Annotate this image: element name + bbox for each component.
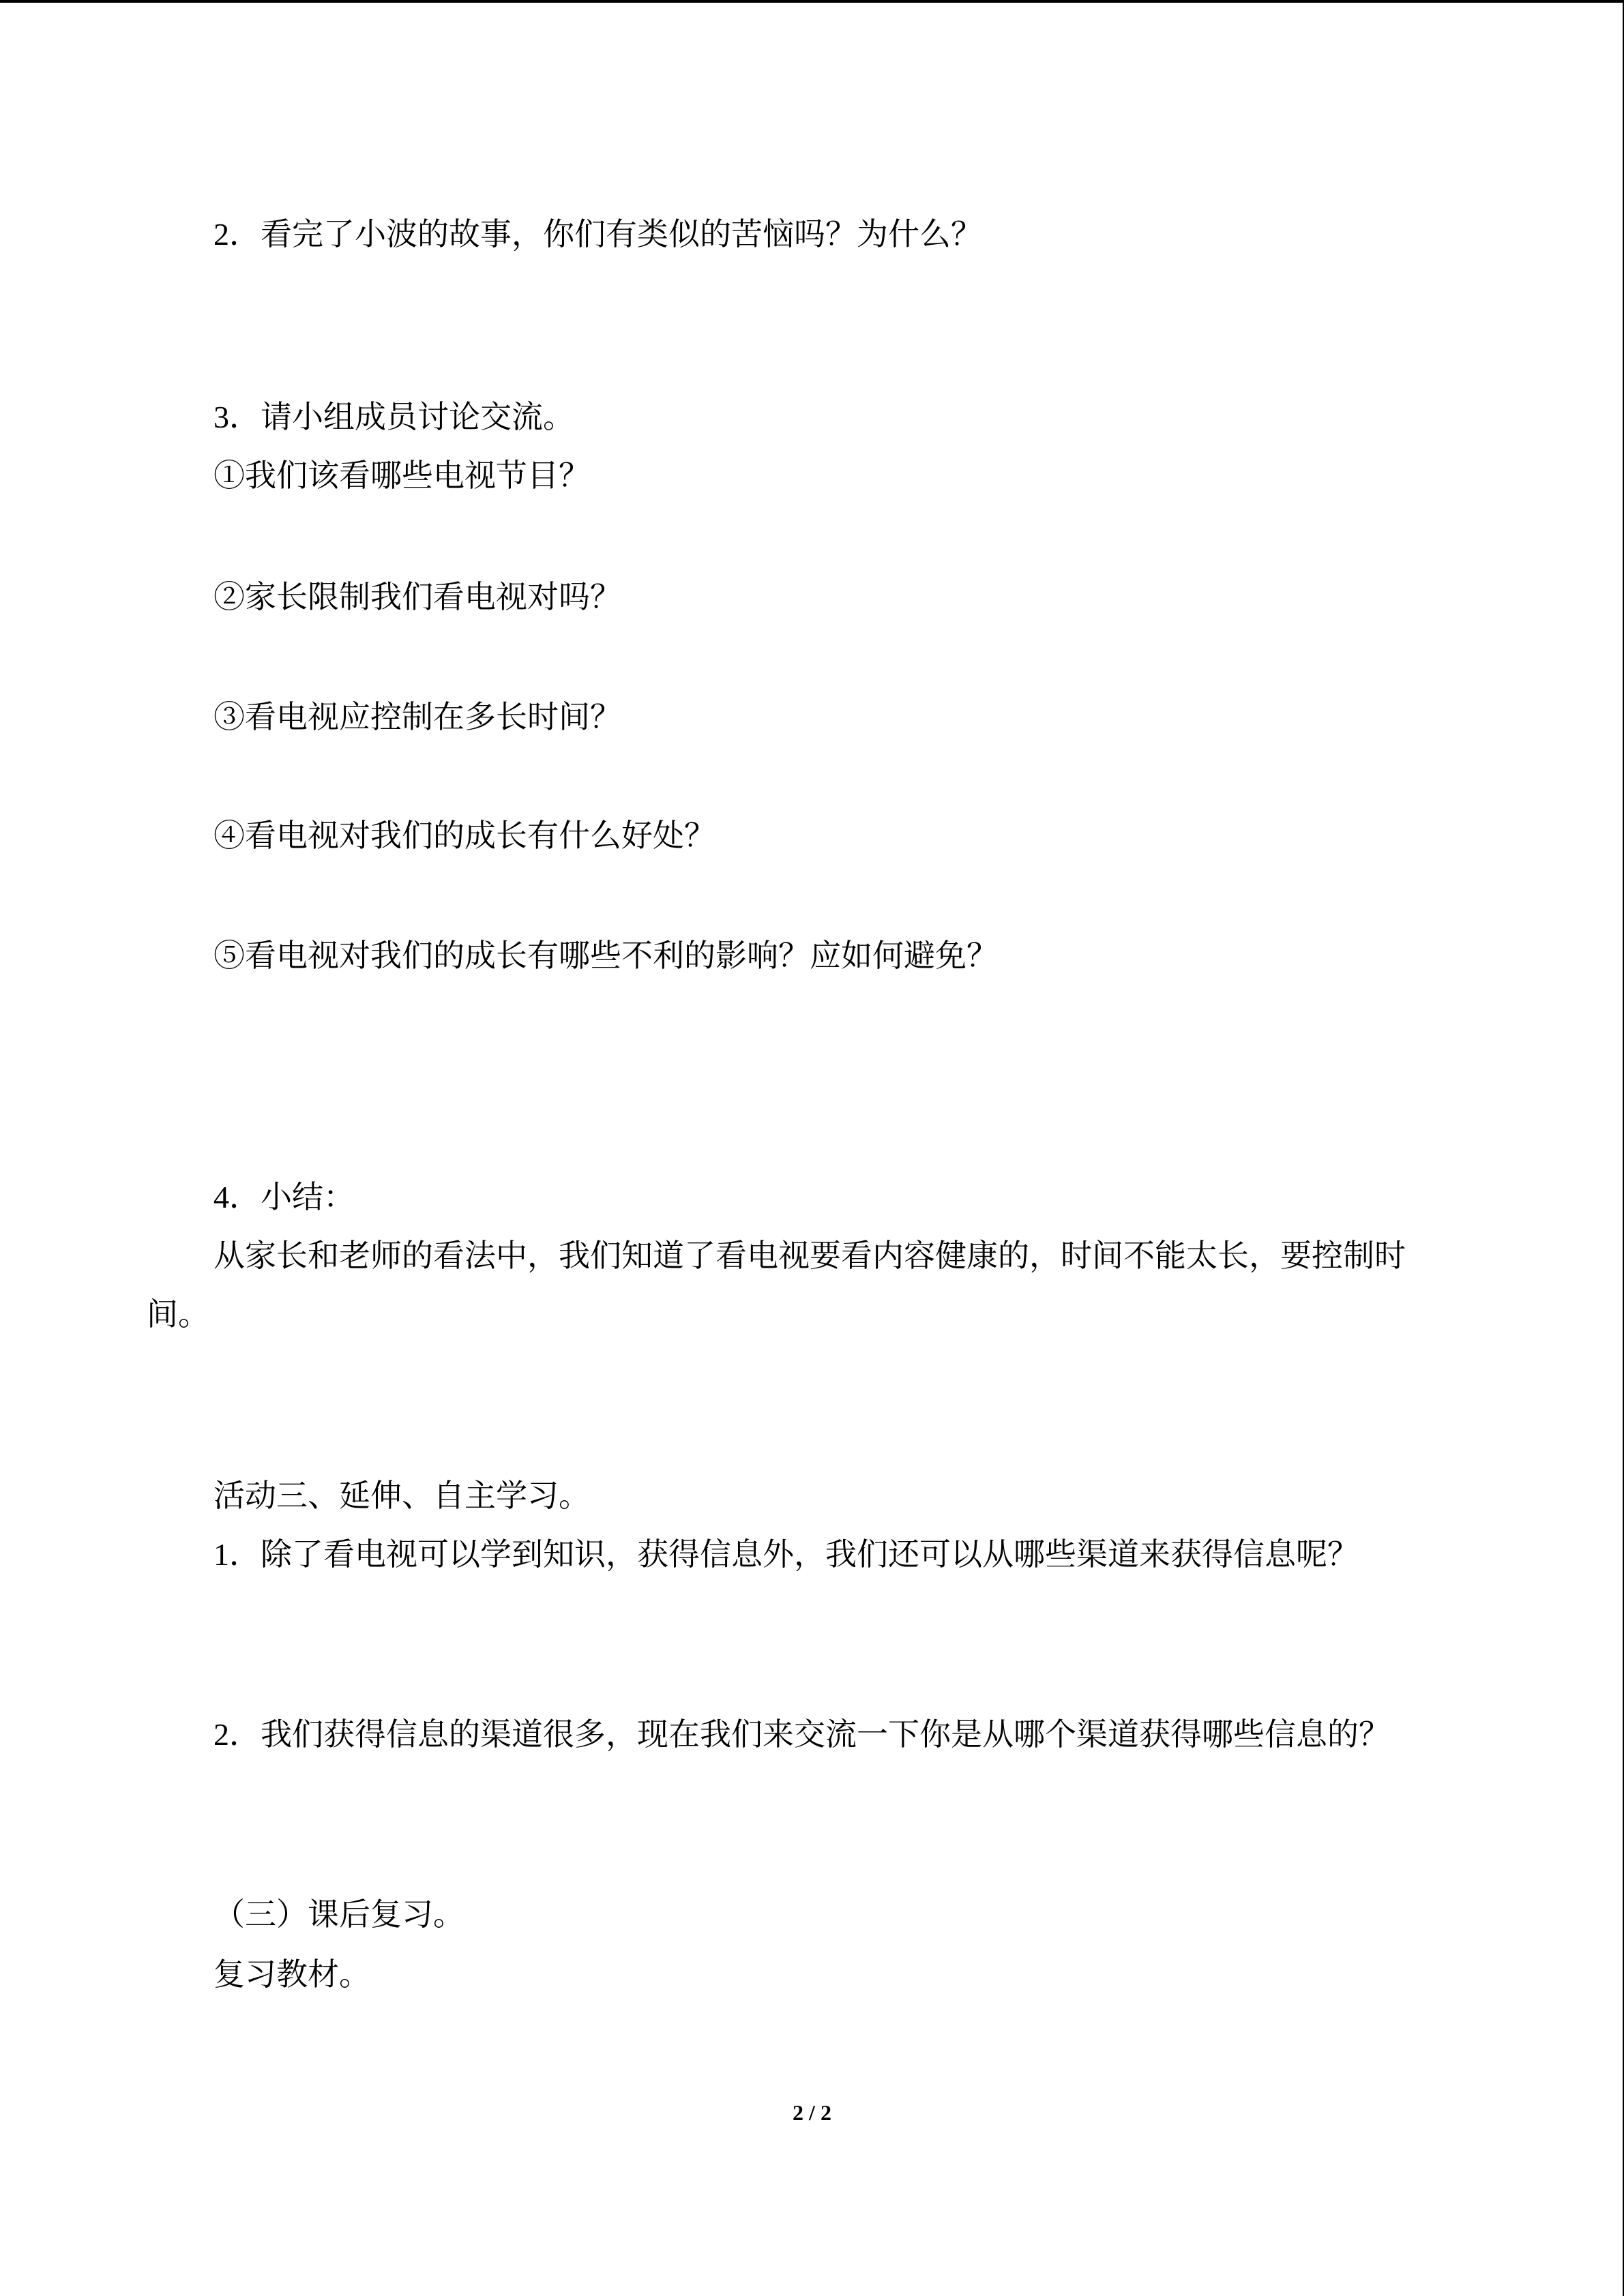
- discussion-item-2: ②家长限制我们看电视对吗？: [213, 580, 621, 614]
- discussion-item-5: ⑤看电视对我们的成长有哪些不利的影响？应如何避免？: [213, 938, 998, 973]
- page-number: 2 / 2: [793, 2100, 831, 2125]
- activity-3-question-2: 2．我们获得信息的渠道很多，现在我们来交流一下你是从哪个渠道获得哪些信息的？: [213, 1717, 1390, 1752]
- discussion-item-4: ④看电视对我们的成长有什么好处？: [213, 818, 715, 853]
- summary-heading: 4．小结：: [213, 1180, 355, 1214]
- summary-text: 从家长和老师的看法中，我们知道了看电视要看内容健康的，时间不能太长，要控制时: [213, 1238, 1406, 1273]
- discussion-item-3: ③看电视应控制在多长时间？: [213, 700, 621, 734]
- discussion-item-1: ①我们该看哪些电视节目？: [213, 458, 590, 493]
- activity-3-question-1: 1．除了看电视可以学到知识，获得信息外，我们还可以从哪些渠道来获得信息呢？: [213, 1537, 1359, 1572]
- review-text: 复习教材。: [213, 1957, 370, 1992]
- top-border: [0, 0, 1624, 3]
- summary-text-cont: 间。: [147, 1297, 209, 1332]
- question-2: 2．看完了小波的故事，你们有类似的苦恼吗？为什么？: [213, 217, 982, 252]
- review-heading: （三）课后复习。: [213, 1897, 464, 1932]
- activity-3-heading: 活动三、延伸、自主学习。: [213, 1478, 590, 1513]
- question-3: 3．请小组成员讨论交流。: [213, 400, 574, 434]
